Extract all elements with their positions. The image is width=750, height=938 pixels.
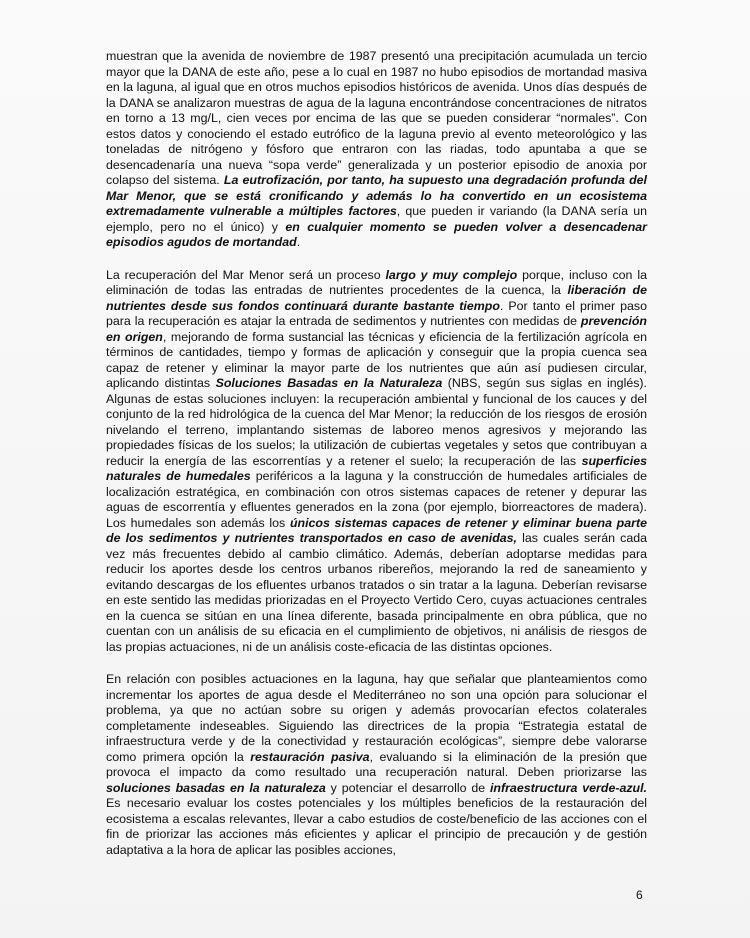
paragraph-3 bbox=[106, 672, 647, 858]
emphasis-text: largo y muy complejo bbox=[385, 267, 518, 282]
document-body bbox=[106, 49, 647, 858]
body-text: las cuales serán cada vez más frecuentes debido al cambio climático. Además, deberían adoptarse medidas para reducir los aportes desde los centros urbanos ribereños, mejorando la red de saneamiento y evitando descargas de los efluentes urbanos tratados o sin tratar a la laguna. Deberían revisarse en este sentido las medidas priorizadas en el Proyecto Vertido Cero, cuyas actuaciones centrales en la cuenca se sitúan en una línea diferente, basada principalmente en obra pública, que no cuentan con un análisis de su eficacia en el cumplimiento de objetivos, ni análisis de riesgos de las propias actuaciones, ni de un análisis coste-eficacia de las distintas opciones. bbox=[106, 531, 648, 654]
emphasis-text: superficies naturales de humedales bbox=[106, 453, 647, 483]
page-number: 6 bbox=[636, 888, 643, 902]
body-text: , evaluando si la eliminación de la presión que provoca el impacto da como resultado una recuperación natural. Deben priorizarse las bbox=[106, 749, 647, 779]
emphasis-text: La eutrofización, por tanto, ha supuesto una degradación profunda del Mar Menor, que se está cronificando y además lo ha convertido en un ecosistema extremadamente vulnerable a múltiples factores bbox=[106, 173, 647, 218]
body-text: , que pueden ir variando (la DANA sería un ejemplo, pero no el único) y bbox=[106, 204, 647, 234]
body-text: La recuperación del Mar Menor será un proceso bbox=[106, 267, 386, 282]
body-text: porque, incluso con la eliminación de todas las entradas de nutrientes procedentes de la cuenca, la bbox=[106, 267, 647, 297]
emphasis-text: únicos sistemas capaces de retener y eliminar buena parte de los sedimentos y nutrientes transportados en caso de avenidas, bbox=[106, 515, 647, 545]
body-text: Es necesario evaluar los costes potenciales y los múltiples beneficios de la restauración del ecosistema a escalas relevantes, llevar a cabo estudios de coste/beneficio de las acciones con el fin de priorizar las acciones más eficientes y aplicar el principio de precaución y de gestión adaptativa a la hora de aplicar las posibles acciones, bbox=[106, 796, 647, 857]
body-text: , mejorando de forma sustancial las técnicas y eficiencia de la fertilización agrícola en términos de cantidades, tiempo y formas de aplicación y conseguir que la propia cuenca sea capaz de retener y eliminar la mayor parte de los nutrientes que aún así pudiesen circular, aplicando distintas bbox=[106, 329, 647, 390]
body-text: En relación con posibles actuaciones en la laguna, hay que señalar que planteamientos como incrementar los aportes de agua desde el Mediterráneo no son una opción para solucionar el problema, ya que no actúan sobre su origen y además provocarían efectos colaterales completamente indeseables. Siguiendo las directrices de la propia “Estrategia estatal de infraestructura verde y de la conectividad y restauración ecológicas”, siempre debe valorarse como primera opción la bbox=[106, 672, 647, 764]
body-text: muestran que la avenida de noviembre de 1987 presentó una precipitación acumulada un tercio mayor que la DANA de este año, pese a lo cual en 1987 no hubo episodios de mortandad masiva en la laguna, al igual que en otros muchos episodios históricos de avenida. Unos días después de la DANA se analizaron muestras de agua de la laguna encontrándose concentraciones de nitratos en torno a 13 mg/L, cien veces por encima de las que se pueden considerar “normales”. Con estos datos y conociendo el estado eutrófico de la laguna previo al evento meteorológico y las toneladas de nitrógeno y fósforo que entraron con las riadas, todo apuntaba a que se desencadenaría una nueva “sopa verde” generalizada y un posterior episodio de anoxia por colapso del sistema. bbox=[106, 49, 647, 187]
paragraph-1 bbox=[106, 49, 647, 251]
emphasis-text: infraestructura verde-azul. bbox=[489, 780, 648, 795]
body-text: (NBS, según sus siglas en inglés). Algunas de estas soluciones incluyen: la recuperación ambiental y funcional de los cauces y del conjunto de la red hidrológica de la cuenca del Mar Menor; la reducción de los riesgos de erosión nivelando el terreno, implantando sistemas de laboreo menos agresivos y mejorando las propiedades físicas de los suelos; la utilización de cubiertas vegetales y setos que contribuyan a reducir la energía de las escorrentías y a retener el suelo; la recuperación de las bbox=[106, 376, 647, 468]
body-text: . bbox=[296, 235, 301, 249]
emphasis-text: en cualquier momento se pueden volver a desencadenar episodios agudos de mortandad bbox=[106, 219, 647, 249]
body-text: periféricos a la laguna y la construcción de humedales artificiales de localización estratégica, en combinación con otros sistemas capaces de retener y depurar las aguas de escorrentía y efluentes generados en la zona (por ejemplo, biorreactores de madera). Los humedales son además los bbox=[106, 469, 648, 530]
emphasis-text: Soluciones Basadas en la Naturaleza bbox=[215, 376, 443, 390]
emphasis-text: restauración pasiva bbox=[250, 749, 370, 764]
body-text: y potenciar el desarrollo de bbox=[325, 780, 490, 795]
emphasis-text: soluciones basadas en la naturaleza bbox=[106, 780, 326, 795]
paragraph-2 bbox=[106, 268, 647, 656]
body-text: . Por tanto el primer paso para la recuperación es atajar la entrada de sedimentos y nutrientes con medidas de bbox=[106, 298, 647, 328]
emphasis-text: prevención en origen bbox=[106, 314, 647, 344]
emphasis-text: liberación de nutrientes desde sus fondos continuará durante bastante tiempo bbox=[106, 283, 647, 313]
